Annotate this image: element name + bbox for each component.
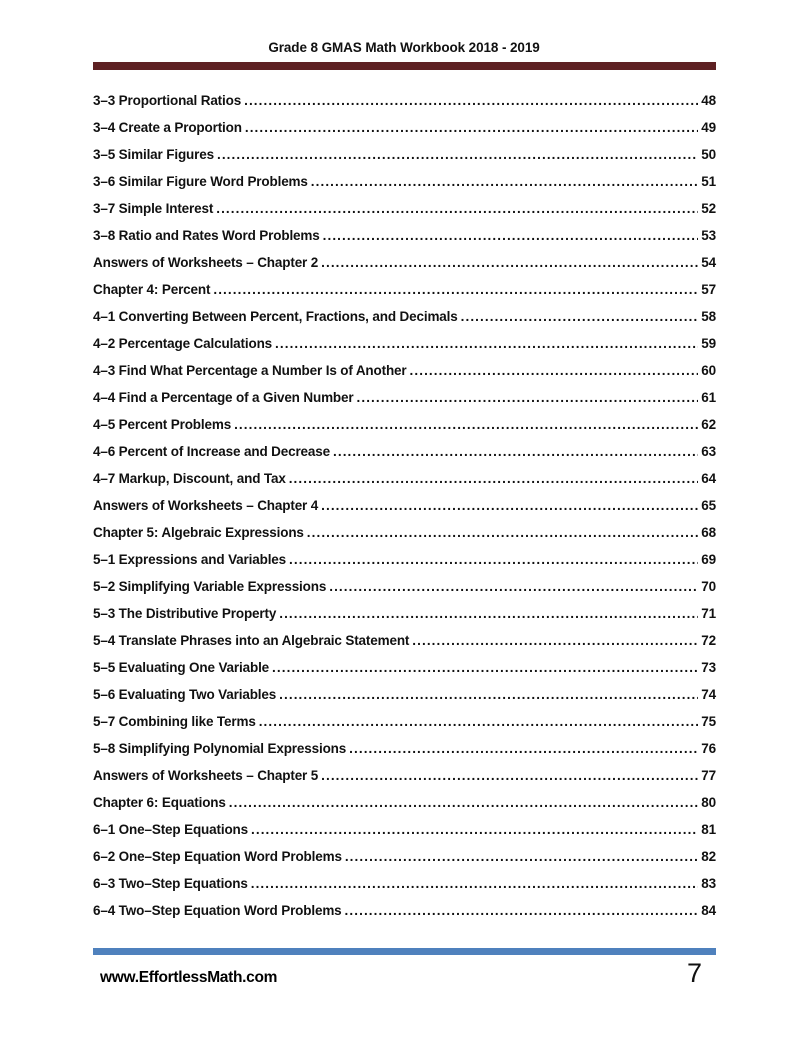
toc-entry-page: 62	[701, 417, 716, 432]
toc-entry[interactable]	[93, 174, 716, 201]
toc-entry-page: 49	[701, 120, 716, 135]
toc-entry-label: 4–5 Percent Problems	[93, 417, 232, 432]
toc-entry-label: 3–8 Ratio and Rates Word Problems	[93, 228, 320, 243]
toc-entry-page: 73	[701, 660, 716, 675]
toc-entry-label: 4–4 Find a Percentage of a Given Number	[93, 390, 354, 405]
dot-leader	[329, 579, 698, 594]
toc-entry[interactable]	[93, 903, 716, 930]
toc-entry-label: Answers of Worksheets – Chapter 4	[93, 498, 319, 513]
dot-leader	[259, 714, 699, 729]
toc-entry-label: 5–4 Translate Phrases into an Algebraic Statement	[93, 633, 410, 648]
toc-entry-label: 4–7 Markup, Discount, and Tax	[93, 471, 286, 486]
dot-leader	[321, 255, 698, 270]
toc-entry-label: Answers of Worksheets – Chapter 5	[93, 768, 319, 783]
toc-entry-label: 5–5 Evaluating One Variable	[93, 660, 270, 675]
page-footer	[93, 948, 716, 987]
toc-entry-label: Answers of Worksheets – Chapter 2	[93, 255, 319, 270]
toc-entry-label: 6–4 Two–Step Equation Word Problems	[93, 903, 342, 918]
toc-entry[interactable]	[93, 795, 716, 822]
toc-entry-label: 5–8 Simplifying Polynomial Expressions	[93, 741, 347, 756]
toc-entry-page: 51	[701, 174, 716, 189]
toc-entry[interactable]	[93, 363, 716, 390]
dot-leader	[213, 282, 698, 297]
toc-entry-page: 59	[701, 336, 716, 351]
toc-entry-label: 5–1 Expressions and Variables	[93, 552, 287, 567]
toc-entry-page: 53	[701, 228, 716, 243]
toc-entry-page: 74	[701, 687, 716, 702]
dot-leader	[349, 741, 698, 756]
dot-leader	[245, 120, 698, 135]
toc-entry-page: 77	[701, 768, 716, 783]
toc-entry-page: 60	[701, 363, 716, 378]
toc-entry[interactable]	[93, 768, 716, 795]
toc-entry-page: 64	[701, 471, 716, 486]
toc-entry-label: 5–6 Evaluating Two Variables	[93, 687, 277, 702]
dot-leader	[323, 228, 699, 243]
dot-leader	[461, 309, 699, 324]
toc-entry-page: 71	[701, 606, 716, 621]
dot-leader	[333, 444, 698, 459]
toc-entry-page: 84	[701, 903, 716, 918]
toc-entry-label: 3–5 Similar Figures	[93, 147, 214, 162]
toc-entry-page: 54	[701, 255, 716, 270]
toc-entry[interactable]	[93, 849, 716, 876]
dot-leader	[272, 660, 698, 675]
dot-leader	[275, 336, 698, 351]
toc-entry-label: Chapter 6: Equations	[93, 795, 226, 810]
toc-entry[interactable]	[93, 120, 716, 147]
dot-leader	[321, 768, 698, 783]
dot-leader	[311, 174, 699, 189]
toc-entry[interactable]	[93, 660, 716, 687]
dot-leader	[412, 633, 698, 648]
toc-entry[interactable]	[93, 552, 716, 579]
toc-list	[93, 93, 716, 930]
toc-entry-label: 3–7 Simple Interest	[93, 201, 214, 216]
toc-entry-label: 4–2 Percentage Calculations	[93, 336, 273, 351]
dot-leader	[234, 417, 698, 432]
toc-entry-page: 57	[701, 282, 716, 297]
toc-entry[interactable]	[93, 876, 716, 903]
dot-leader	[279, 687, 698, 702]
toc-entry[interactable]	[93, 93, 716, 120]
toc-entry-label: 4–1 Converting Between Percent, Fractions, and Decimals	[93, 309, 458, 324]
toc-entry[interactable]	[93, 282, 716, 309]
toc-entry[interactable]	[93, 417, 716, 444]
dot-leader	[217, 147, 698, 162]
toc-entry-page: 52	[701, 201, 716, 216]
toc-entry-page: 69	[701, 552, 716, 567]
toc-entry-page: 65	[701, 498, 716, 513]
dot-leader	[289, 471, 699, 486]
toc-entry-label: 4–6 Percent of Increase and Decrease	[93, 444, 330, 459]
dot-leader	[279, 606, 698, 621]
toc-entry[interactable]	[93, 228, 716, 255]
dot-leader	[244, 93, 698, 108]
toc-entry-label: 6–2 One–Step Equation Word Problems	[93, 849, 342, 864]
toc-entry[interactable]	[93, 579, 716, 606]
toc-entry-page: 70	[701, 579, 716, 594]
toc-entry-label: 6–3 Two–Step Equations	[93, 876, 248, 891]
toc-entry[interactable]	[93, 498, 716, 525]
toc-entry[interactable]	[93, 201, 716, 228]
toc-entry-page: 48	[701, 93, 716, 108]
dot-leader	[410, 363, 699, 378]
toc-entry-page: 68	[701, 525, 716, 540]
toc-entry[interactable]	[93, 147, 716, 174]
toc-entry[interactable]	[93, 471, 716, 498]
dot-leader	[229, 795, 699, 810]
toc-entry[interactable]	[93, 822, 716, 849]
toc-entry-page: 80	[701, 795, 716, 810]
page-number: 7	[686, 958, 702, 988]
toc-entry[interactable]	[93, 687, 716, 714]
toc-entry-label: 3–3 Proportional Ratios	[93, 93, 242, 108]
toc-entry-label: 5–7 Combining like Terms	[93, 714, 256, 729]
dot-leader	[251, 876, 699, 891]
toc-entry-page: 63	[701, 444, 716, 459]
toc-entry-page: 75	[701, 714, 716, 729]
toc-entry[interactable]	[93, 525, 716, 552]
footer-rule	[93, 948, 716, 955]
dot-leader	[357, 390, 699, 405]
toc-entry[interactable]	[93, 741, 716, 768]
toc-entry-label: Chapter 5: Algebraic Expressions	[93, 525, 304, 540]
toc-entry[interactable]	[93, 336, 716, 363]
toc-entry-page: 50	[701, 147, 716, 162]
dot-leader	[216, 201, 698, 216]
toc-entry-label: Chapter 4: Percent	[93, 282, 211, 297]
toc-entry-page: 81	[701, 822, 716, 837]
toc-entry[interactable]	[93, 633, 716, 660]
toc-entry-label: 3–6 Similar Figure Word Problems	[93, 174, 308, 189]
page-header-title: Grade 8 GMAS Math Workbook 2018 - 2019	[268, 40, 540, 55]
toc-entry-page: 82	[701, 849, 716, 864]
toc-entry-page: 61	[701, 390, 716, 405]
toc-entry-page: 72	[701, 633, 716, 648]
dot-leader	[251, 822, 698, 837]
toc-entry-label: 5–3 The Distributive Property	[93, 606, 277, 621]
toc-entry[interactable]	[93, 255, 716, 282]
page-header	[0, 0, 808, 70]
dot-leader	[289, 552, 698, 567]
toc-entry[interactable]	[93, 444, 716, 471]
toc-entry[interactable]	[93, 309, 716, 336]
toc-entry[interactable]	[93, 390, 716, 417]
toc-entry-label: 6–1 One–Step Equations	[93, 822, 248, 837]
toc-entry-label: 5–2 Simplifying Variable Expressions	[93, 579, 327, 594]
toc-entry-label: 4–3 Find What Percentage a Number Is of Another	[93, 363, 407, 378]
dot-leader	[307, 525, 699, 540]
toc-entry-page: 83	[701, 876, 716, 891]
dot-leader	[345, 903, 699, 918]
dot-leader	[321, 498, 698, 513]
toc-entry-label: 3–4 Create a Proportion	[93, 120, 242, 135]
footer-website-link[interactable]: www.EffortlessMath.com	[100, 969, 278, 986]
dot-leader	[345, 849, 698, 864]
toc-entry-page: 76	[701, 741, 716, 756]
header-rule	[93, 62, 716, 70]
toc-entry[interactable]	[93, 714, 716, 741]
toc-entry[interactable]	[93, 606, 716, 633]
toc-entry-page: 58	[701, 309, 716, 324]
